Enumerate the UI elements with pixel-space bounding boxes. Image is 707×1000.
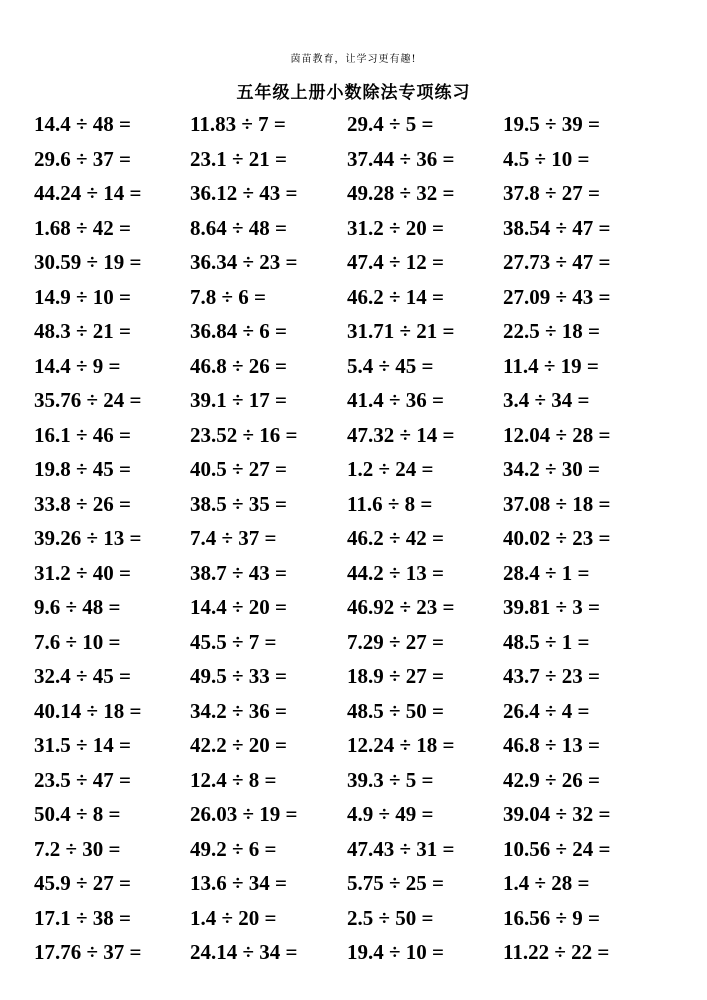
problem-row bbox=[0, 280, 707, 315]
division-problem: 1.2 ÷ 24 = bbox=[347, 457, 434, 481]
division-problem: 32.4 ÷ 45 = bbox=[34, 664, 131, 688]
division-problem: 49.5 ÷ 33 = bbox=[190, 664, 287, 688]
division-problem: 47.43 ÷ 31 = bbox=[347, 836, 455, 861]
division-problem: 12.4 ÷ 8 = bbox=[190, 767, 277, 792]
division-problem: 48.5 ÷ 1 = bbox=[503, 629, 590, 654]
division-problem: 35.76 ÷ 24 = bbox=[34, 388, 142, 412]
division-problem: 39.1 ÷ 17 = bbox=[190, 388, 287, 412]
problem-row bbox=[0, 901, 707, 936]
division-problem: 24.14 ÷ 34 = bbox=[190, 940, 298, 964]
division-problem: 46.8 ÷ 26 = bbox=[190, 353, 287, 378]
division-problem: 34.2 ÷ 36 = bbox=[190, 698, 287, 723]
division-problem: 26.03 ÷ 19 = bbox=[190, 802, 298, 826]
division-problem: 37.8 ÷ 27 = bbox=[503, 181, 600, 205]
problem-row bbox=[0, 763, 707, 798]
division-problem: 40.14 ÷ 18 = bbox=[34, 698, 142, 723]
division-problem: 38.54 ÷ 47 = bbox=[503, 215, 611, 240]
division-problem: 38.5 ÷ 35 = bbox=[190, 491, 287, 516]
division-problem: 39.26 ÷ 13 = bbox=[34, 526, 142, 550]
division-problem: 12.04 ÷ 28 = bbox=[503, 422, 611, 447]
division-problem: 26.4 ÷ 4 = bbox=[503, 698, 590, 723]
problem-row bbox=[0, 176, 707, 211]
division-problem: 31.2 ÷ 20 = bbox=[347, 215, 444, 240]
division-problem: 17.1 ÷ 38 = bbox=[34, 905, 131, 930]
division-problem: 23.1 ÷ 21 = bbox=[190, 146, 287, 171]
division-problem: 46.8 ÷ 13 = bbox=[503, 733, 600, 757]
header-note: 茵苗教育，让学习更有趣! bbox=[290, 54, 417, 65]
division-problem: 14.4 ÷ 9 = bbox=[34, 353, 121, 378]
division-problem: 47.32 ÷ 14 = bbox=[347, 422, 455, 447]
problem-row bbox=[0, 694, 707, 729]
division-problem: 45.5 ÷ 7 = bbox=[190, 629, 277, 654]
division-problem: 13.6 ÷ 34 = bbox=[190, 871, 287, 895]
division-problem: 11.83 ÷ 7 = bbox=[190, 112, 286, 136]
division-problem: 37.44 ÷ 36 = bbox=[347, 146, 455, 171]
division-problem: 9.6 ÷ 48 = bbox=[34, 595, 121, 619]
division-problem: 7.2 ÷ 30 = bbox=[34, 836, 121, 861]
problem-row bbox=[0, 314, 707, 349]
division-problem: 31.2 ÷ 40 = bbox=[34, 560, 131, 585]
problem-row bbox=[0, 418, 707, 453]
problem-row bbox=[0, 211, 707, 246]
division-problem: 42.2 ÷ 20 = bbox=[190, 733, 287, 757]
division-problem: 7.6 ÷ 10 = bbox=[34, 629, 121, 654]
problem-row bbox=[0, 590, 707, 625]
division-problem: 22.5 ÷ 18 = bbox=[503, 319, 600, 343]
division-problem: 49.28 ÷ 32 = bbox=[347, 181, 455, 205]
division-problem: 19.8 ÷ 45 = bbox=[34, 457, 131, 481]
problem-row bbox=[0, 625, 707, 660]
problem-row bbox=[0, 245, 707, 280]
division-problem: 7.4 ÷ 37 = bbox=[190, 526, 277, 550]
division-problem: 23.5 ÷ 47 = bbox=[34, 767, 131, 792]
division-problem: 39.04 ÷ 32 = bbox=[503, 802, 611, 826]
division-problem: 23.52 ÷ 16 = bbox=[190, 422, 298, 447]
division-problem: 1.4 ÷ 28 = bbox=[503, 871, 590, 895]
problem-row bbox=[0, 556, 707, 591]
division-problem: 48.3 ÷ 21 = bbox=[34, 319, 131, 343]
division-problem: 14.4 ÷ 20 = bbox=[190, 595, 287, 619]
division-problem: 5.4 ÷ 45 = bbox=[347, 353, 434, 378]
problem-row bbox=[0, 728, 707, 763]
division-problem: 37.08 ÷ 18 = bbox=[503, 491, 611, 516]
division-problem: 1.4 ÷ 20 = bbox=[190, 905, 277, 930]
problem-row bbox=[0, 866, 707, 901]
division-problem: 10.56 ÷ 24 = bbox=[503, 836, 611, 861]
problem-row bbox=[0, 142, 707, 177]
division-problem: 50.4 ÷ 8 = bbox=[34, 802, 121, 826]
division-problem: 17.76 ÷ 37 = bbox=[34, 940, 142, 964]
division-problem: 11.6 ÷ 8 = bbox=[347, 491, 433, 516]
division-problem: 31.5 ÷ 14 = bbox=[34, 733, 131, 757]
problem-row bbox=[0, 452, 707, 487]
division-problem: 49.2 ÷ 6 = bbox=[190, 836, 277, 861]
problem-row bbox=[0, 349, 707, 384]
problem-row bbox=[0, 487, 707, 522]
problem-grid bbox=[0, 107, 707, 970]
division-problem: 36.12 ÷ 43 = bbox=[190, 181, 298, 205]
division-problem: 16.1 ÷ 46 = bbox=[34, 422, 131, 447]
division-problem: 28.4 ÷ 1 = bbox=[503, 560, 590, 585]
division-problem: 8.64 ÷ 48 = bbox=[190, 215, 287, 240]
division-problem: 45.9 ÷ 27 = bbox=[34, 871, 131, 895]
division-problem: 11.22 ÷ 22 = bbox=[503, 940, 610, 964]
division-problem: 39.3 ÷ 5 = bbox=[347, 767, 434, 792]
division-problem: 47.4 ÷ 12 = bbox=[347, 250, 444, 274]
division-problem: 14.4 ÷ 48 = bbox=[34, 112, 131, 136]
division-problem: 19.4 ÷ 10 = bbox=[347, 940, 444, 964]
division-problem: 29.4 ÷ 5 = bbox=[347, 112, 434, 136]
division-problem: 44.2 ÷ 13 = bbox=[347, 560, 444, 585]
division-problem: 38.7 ÷ 43 = bbox=[190, 560, 287, 585]
problem-row bbox=[0, 521, 707, 556]
division-problem: 4.5 ÷ 10 = bbox=[503, 146, 590, 171]
problem-row bbox=[0, 383, 707, 418]
division-problem: 48.5 ÷ 50 = bbox=[347, 698, 444, 723]
problem-row bbox=[0, 935, 707, 970]
division-problem: 7.29 ÷ 27 = bbox=[347, 629, 444, 654]
division-problem: 4.9 ÷ 49 = bbox=[347, 802, 434, 826]
division-problem: 11.4 ÷ 19 = bbox=[503, 353, 599, 378]
problem-row bbox=[0, 659, 707, 694]
division-problem: 5.75 ÷ 25 = bbox=[347, 871, 444, 895]
division-problem: 29.6 ÷ 37 = bbox=[34, 146, 131, 171]
division-problem: 1.68 ÷ 42 = bbox=[34, 215, 131, 240]
division-problem: 43.7 ÷ 23 = bbox=[503, 664, 600, 688]
division-problem: 46.2 ÷ 42 = bbox=[347, 526, 444, 550]
division-problem: 31.71 ÷ 21 = bbox=[347, 319, 455, 343]
division-problem: 40.5 ÷ 27 = bbox=[190, 457, 287, 481]
division-problem: 3.4 ÷ 34 = bbox=[503, 388, 590, 412]
division-problem: 39.81 ÷ 3 = bbox=[503, 595, 600, 619]
division-problem: 14.9 ÷ 10 = bbox=[34, 284, 131, 309]
division-problem: 46.2 ÷ 14 = bbox=[347, 284, 444, 309]
division-problem: 36.34 ÷ 23 = bbox=[190, 250, 298, 274]
division-problem: 19.5 ÷ 39 = bbox=[503, 112, 600, 136]
division-problem: 27.09 ÷ 43 = bbox=[503, 284, 611, 309]
division-problem: 7.8 ÷ 6 = bbox=[190, 284, 266, 309]
division-problem: 16.56 ÷ 9 = bbox=[503, 905, 600, 930]
division-problem: 33.8 ÷ 26 = bbox=[34, 491, 131, 516]
division-problem: 40.02 ÷ 23 = bbox=[503, 526, 611, 550]
division-problem: 12.24 ÷ 18 = bbox=[347, 733, 455, 757]
division-problem: 36.84 ÷ 6 = bbox=[190, 319, 287, 343]
division-problem: 34.2 ÷ 30 = bbox=[503, 457, 600, 481]
problem-row bbox=[0, 832, 707, 867]
division-problem: 46.92 ÷ 23 = bbox=[347, 595, 455, 619]
division-problem: 42.9 ÷ 26 = bbox=[503, 767, 600, 792]
division-problem: 18.9 ÷ 27 = bbox=[347, 664, 444, 688]
division-problem: 30.59 ÷ 19 = bbox=[34, 250, 142, 274]
page-title: 五年级上册小数除法专项练习 bbox=[236, 83, 471, 103]
division-problem: 27.73 ÷ 47 = bbox=[503, 250, 611, 274]
division-problem: 44.24 ÷ 14 = bbox=[34, 181, 142, 205]
problem-row bbox=[0, 107, 707, 142]
division-problem: 2.5 ÷ 50 = bbox=[347, 905, 434, 930]
problem-row bbox=[0, 797, 707, 832]
division-problem: 41.4 ÷ 36 = bbox=[347, 388, 444, 412]
